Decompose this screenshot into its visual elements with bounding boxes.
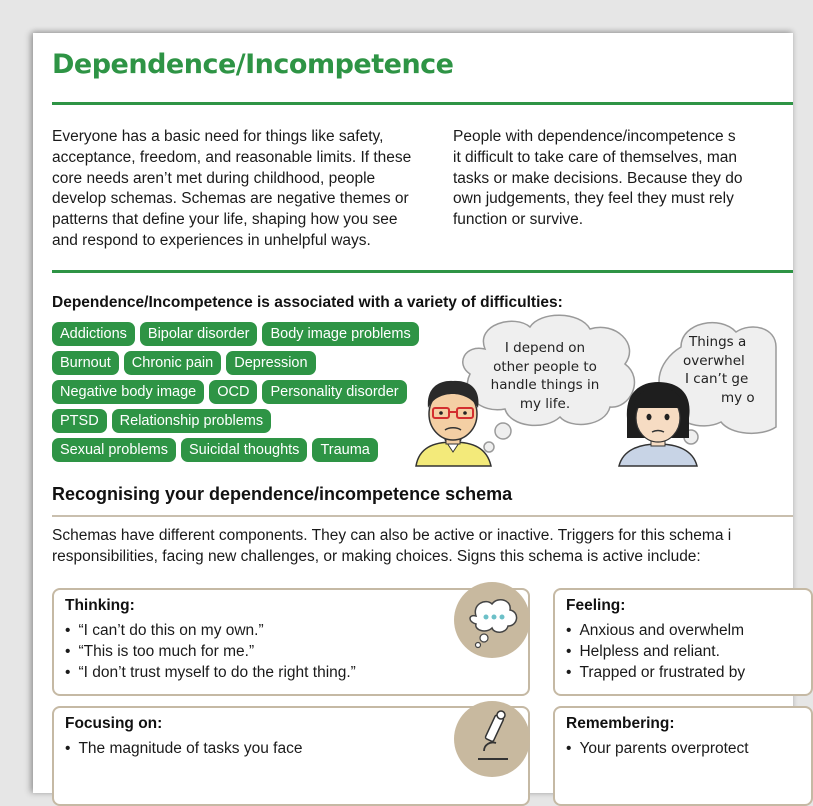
intro-left-line: core needs aren’t met during childhood, people xyxy=(52,169,376,187)
bubble-woman-line: my o xyxy=(721,389,755,406)
bubble-man-line: my life. xyxy=(519,395,571,412)
tag-row xyxy=(52,322,452,346)
title-divider xyxy=(52,102,793,105)
feeling-box xyxy=(553,588,813,696)
intro-left-line: Everyone has a basic need for things like safety, xyxy=(52,128,384,145)
thinking-list xyxy=(65,621,356,683)
intro-left-paragraph xyxy=(52,127,411,252)
remembering-item: • Your parents overprotect xyxy=(566,739,749,760)
difficulty-tags xyxy=(52,322,452,467)
section-intro xyxy=(52,526,731,568)
tag-row xyxy=(52,380,452,404)
intro-divider xyxy=(52,270,793,273)
intro-right-line: it difficult to take care of themselves, man xyxy=(453,148,738,166)
difficulty-tag: Sexual problems xyxy=(52,438,176,462)
intro-left-line: develop schemas. Schemas are negative themes or xyxy=(52,190,409,208)
intro-left-line: patterns that define your life, shaping how you see xyxy=(52,211,398,229)
feeling-item: • Trapped or frustrated by xyxy=(566,663,745,684)
difficulty-tag: Relationship problems xyxy=(112,409,271,433)
focusing-title: Focusing on: xyxy=(65,715,163,732)
section-divider xyxy=(52,515,793,517)
page-title: Dependence/Incompetence xyxy=(52,49,454,80)
focusing-item: • The magnitude of tasks you face xyxy=(65,739,302,760)
feeling-item: • Helpless and reliant. xyxy=(566,642,745,663)
difficulty-tag: Personality disorder xyxy=(262,380,406,404)
feeling-list xyxy=(566,621,745,683)
intro-right-line: tasks or make decisions. Because they do xyxy=(453,169,743,187)
thinking-item: • “I can’t do this on my own.” xyxy=(65,621,356,642)
bubble-woman-line: I can’t ge xyxy=(685,371,749,387)
difficulty-tag: Bipolar disorder xyxy=(140,322,258,346)
tag-row xyxy=(52,438,452,462)
intro-right-line: function or survive. xyxy=(453,211,584,229)
feeling-title: Feeling: xyxy=(566,597,626,614)
tag-row xyxy=(52,351,452,375)
remembering-list xyxy=(566,739,749,760)
difficulty-tag: Chronic pain xyxy=(124,351,221,375)
focusing-list xyxy=(65,739,302,760)
worksheet-page xyxy=(33,33,793,793)
man-illustration xyxy=(411,376,496,466)
tag-row xyxy=(52,409,452,433)
thinking-item: • “This is too much for me.” xyxy=(65,642,356,663)
section-intro-line: Schemas have different components. They can also be active or inactive. Triggers for this schema i xyxy=(52,527,732,544)
microscope-icon xyxy=(454,701,530,777)
difficulty-tag: Burnout xyxy=(52,351,119,375)
remembering-box xyxy=(553,706,813,806)
intro-right-paragraph xyxy=(453,127,742,231)
difficulty-tag: Addictions xyxy=(52,322,135,346)
intro-left-line: acceptance, freedom, and reasonable limits. If these xyxy=(52,148,412,166)
bubble-woman-line: Things a xyxy=(689,334,747,350)
intro-right-line: own judgements, they feel they must rely xyxy=(453,190,734,208)
bubble-man-line: handle things in xyxy=(490,377,600,393)
thinking-title: Thinking: xyxy=(65,597,135,614)
feeling-item: • Anxious and overwhelm xyxy=(566,621,745,642)
bubble-man-line: I depend on xyxy=(504,340,586,356)
difficulty-tag: PTSD xyxy=(52,409,107,433)
difficulty-tag: Depression xyxy=(226,351,315,375)
bubble-man-line: other people to xyxy=(493,358,597,375)
difficulties-heading: Dependence/Incompetence is associated with a variety of difficulties: xyxy=(52,294,563,311)
section-intro-line: responsibilities, facing new challenges, or making choices. Signs this schema is active include: xyxy=(52,547,701,565)
bubble-woman-line: overwhel xyxy=(683,352,745,369)
difficulty-tag: Body image problems xyxy=(262,322,418,346)
intro-right-line: People with dependence/incompetence s xyxy=(453,128,736,145)
remembering-title: Remembering: xyxy=(566,715,675,732)
difficulty-tag: Trauma xyxy=(312,438,377,462)
woman-illustration xyxy=(613,378,703,466)
difficulty-tag: Suicidal thoughts xyxy=(181,438,307,462)
thought-bubble-icon xyxy=(454,582,530,658)
intro-left-line: and respond to experiences in unhelpful ways. xyxy=(52,231,371,249)
thinking-item: • “I don’t trust myself to do the right thing.” xyxy=(65,663,356,684)
difficulty-tag: Negative body image xyxy=(52,380,204,404)
difficulty-tag: OCD xyxy=(209,380,257,404)
section-heading: Recognising your dependence/incompetence schema xyxy=(52,484,513,504)
